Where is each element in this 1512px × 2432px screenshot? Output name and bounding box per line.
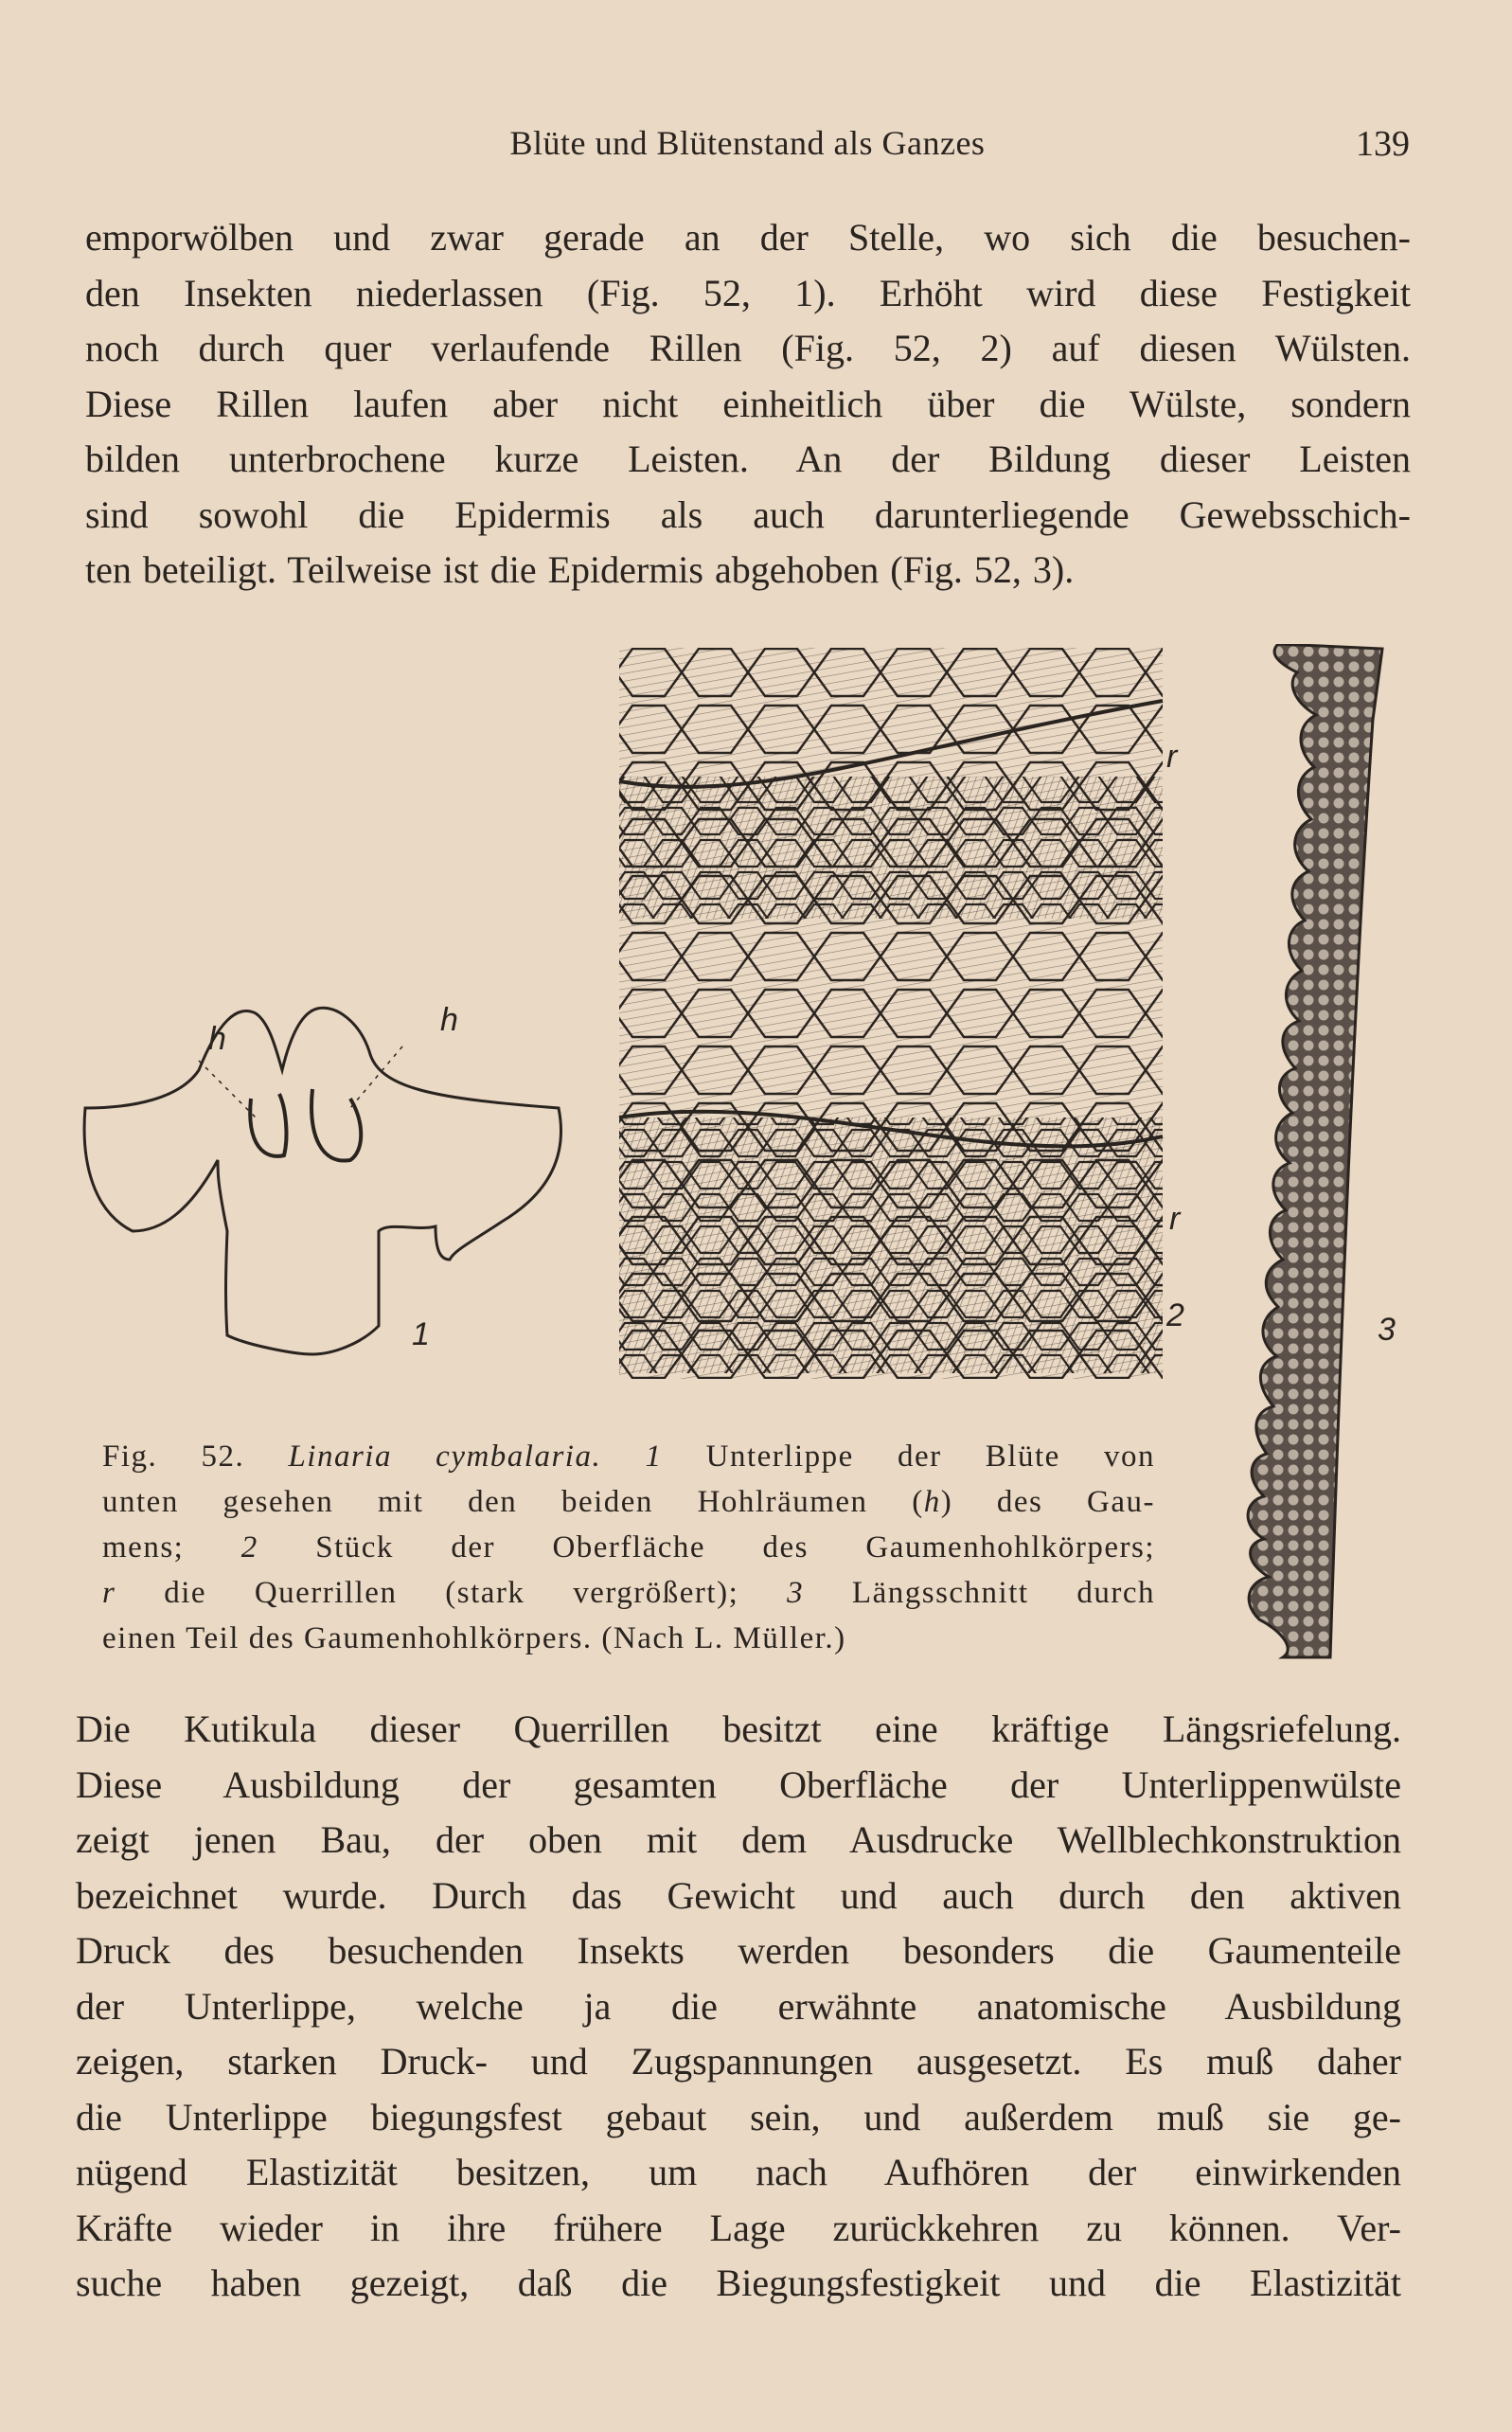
caption-line: einen Teil des Gaumenhohlkörpers. (Nach L. Müller.) — [102, 1621, 846, 1655]
text-line: ten beteiligt. Teilweise ist die Epidermis abgehoben (Fig. 52, 3). — [85, 548, 1075, 591]
paragraph-top — [85, 210, 1411, 599]
text-line: Diese Rillen laufen aber nicht einheitlich über die Wülste, sondern — [85, 382, 1411, 425]
paragraph-bottom — [76, 1702, 1401, 2312]
surface-cells-svg — [615, 644, 1183, 1383]
caption-line — [102, 1525, 1155, 1570]
caption-line — [102, 1479, 1155, 1525]
caption-ref-h: h — [923, 1485, 941, 1519]
text-line: bilden unterbrochene kurze Leisten. An der Bildung dieser Leisten — [85, 438, 1411, 480]
caption-line — [102, 1434, 1155, 1479]
label-r-bottom: r — [1169, 1201, 1181, 1237]
text-line: Kräfte wieder in ihre frühere Lage zurückkehren zu können. Ver- — [76, 2206, 1401, 2249]
page-header — [85, 123, 1410, 170]
caption-ref-r: r — [102, 1576, 116, 1610]
label-3: 3 — [1378, 1312, 1396, 1348]
label-r-top: r — [1166, 739, 1178, 775]
text-line: nügend Elastizität besitzen, um nach Aufhören der einwirkenden — [76, 2151, 1401, 2193]
text-line: emporwölben und zwar gerade an der Stelle, wo sich die besuchen- — [85, 216, 1411, 259]
caption-ref-2: 2 — [240, 1530, 258, 1565]
text-line: zeigt jenen Bau, der oben mit dem Ausdrucke Wellblechkonstruktion — [76, 1818, 1401, 1861]
caption-ref-1: 1 — [645, 1440, 663, 1474]
species-name: Linaria cymbalaria. — [288, 1440, 602, 1474]
longitudinal-section-svg — [1240, 644, 1411, 1667]
caption-text: unten gesehen mit den beiden Hohlräumen ( — [102, 1485, 924, 1519]
text-line: Die Kutikula dieser Querrillen besitzt eine kräftige Längsriefelung. — [76, 1708, 1401, 1750]
caption-text: Längsschnitt durch — [851, 1576, 1156, 1610]
caption-line — [102, 1570, 1155, 1616]
label-h-left: h — [208, 1021, 226, 1057]
text-line: bezeichnet wurde. Durch das Gewicht und auch durch den aktiven — [76, 1873, 1401, 1917]
text-line: noch durch quer verlaufende Rillen (Fig. 52, 2) auf diesen Wülsten. — [85, 327, 1411, 369]
text-line: der Unterlippe, welche ja die erwähnte anatomische Ausbildung — [76, 1984, 1401, 2028]
page-number: 139 — [1356, 124, 1410, 164]
text-line: zeigen, starken Druck- und Zugspannungen ausgesetzt. Es muß daher — [76, 2040, 1401, 2083]
label-h-right: h — [440, 1002, 458, 1038]
text-line: Diese Ausbildung der gesamten Oberfläche der Unterlippenwülste — [76, 1762, 1401, 1806]
label-2: 2 — [1166, 1297, 1184, 1333]
text-line: Druck des besuchenden Insekts werden besonders die Gaumenteile — [76, 1929, 1401, 1972]
text-line: die Unterlippe biegungsfest gebaut sein, und außerdem muß sie ge- — [76, 2095, 1401, 2138]
text-line: suche haben gezeigt, daß die Biegungsfestigkeit und die Elastizität — [76, 2262, 1401, 2304]
lower-lip-outline-svg — [76, 994, 568, 1373]
running-title: Blüte und Blütenstand als Ganzes — [509, 124, 986, 162]
caption-text: mens; — [102, 1530, 185, 1565]
text-line: sind sowohl die Epidermis als auch darunterliegende Gewebsschich- — [85, 492, 1411, 536]
text-line: den Insekten niederlassen (Fig. 52, 1). Erhöht wird diese Festigkeit — [85, 271, 1411, 314]
label-1: 1 — [412, 1316, 430, 1352]
figure-lower-lip-drawing — [76, 994, 568, 1373]
figure-surface-cells — [615, 644, 1183, 1383]
caption-text: ) des Gau- — [940, 1485, 1155, 1519]
caption-ref-3: 3 — [787, 1576, 805, 1610]
figure-caption — [102, 1434, 1155, 1661]
caption-text: die Querrillen (stark vergrößert); — [164, 1576, 739, 1610]
caption-text: Unterlippe der Blüte von — [705, 1440, 1155, 1474]
figure-longitudinal-section — [1240, 644, 1411, 1667]
figure-number: Fig. 52. — [102, 1440, 245, 1474]
caption-text: Stück der Oberfläche des Gaumenhohlkörpers; — [315, 1530, 1155, 1565]
